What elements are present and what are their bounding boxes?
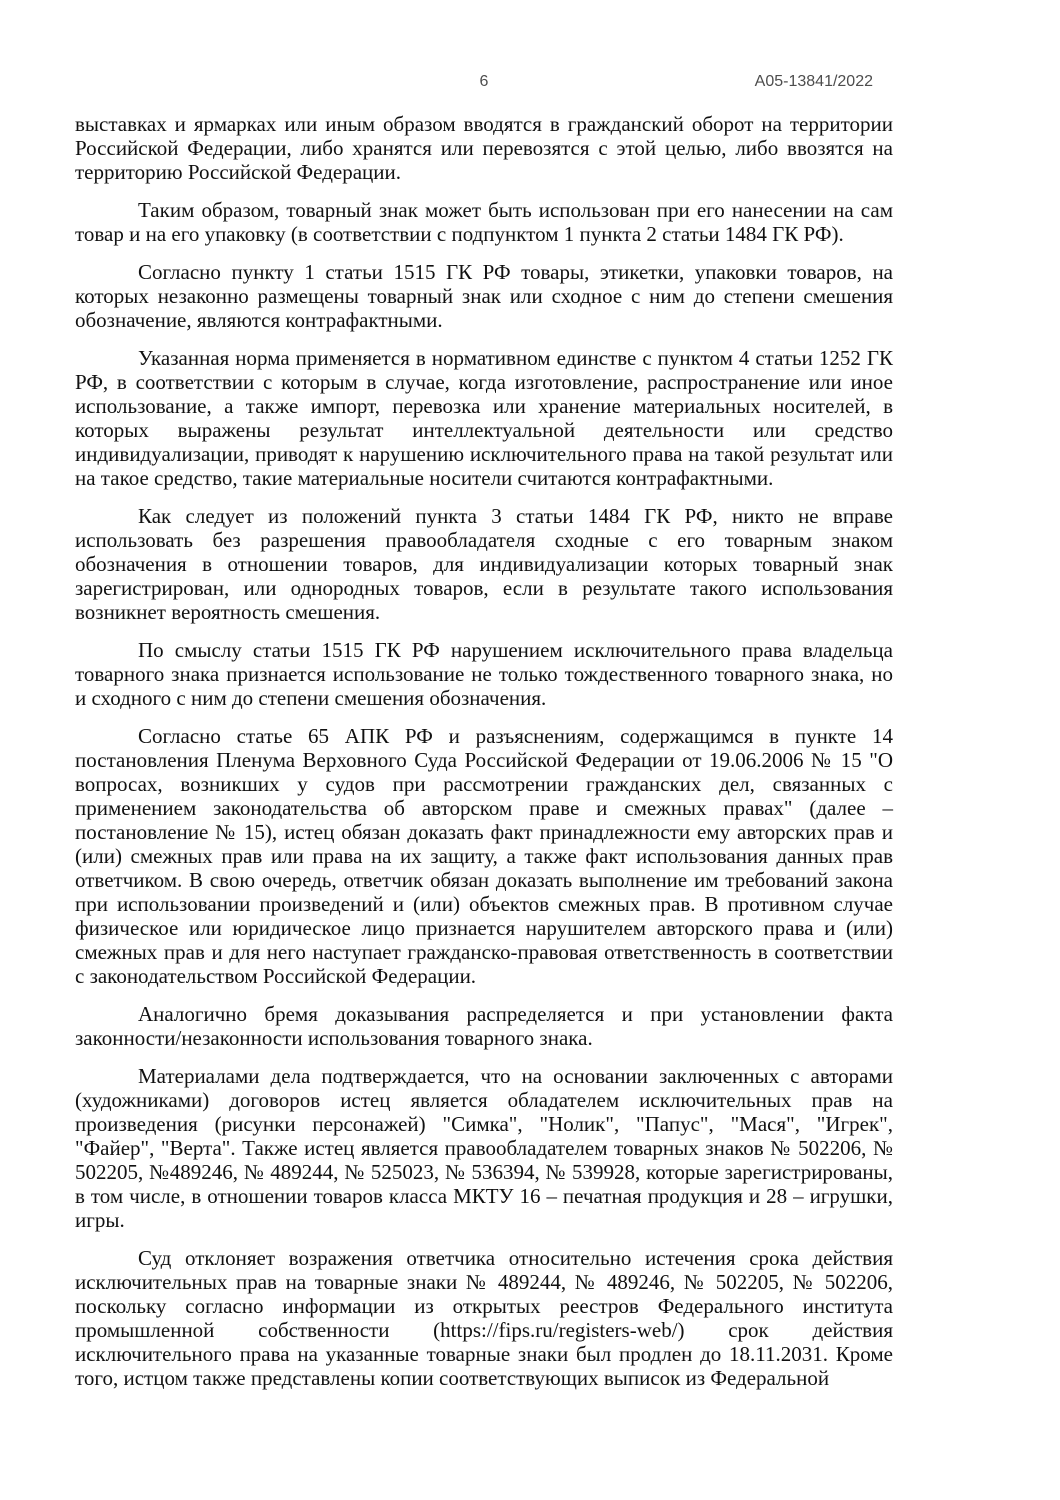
paragraph-4: Указанная норма применяется в нормативном единстве с пунктом 4 статьи 1252 ГК РФ, в соответствии с которым в случае, когда изготовление, распространение или иное использование, а также импорт, перевозка или хранение материальных носителей, в которых выражены результат интеллектуальной деятельности или средство индивидуализации, приводят к нарушению исключительного права на такой результат или на такое средство, такие материальные носители считаются контрафактными. [75, 346, 893, 490]
paragraph-5: Как следует из положений пункта 3 статьи 1484 ГК РФ, никто не вправе использовать без разрешения правообладателя сходные с его товарным знаком обозначения в отношении товаров, для индивидуализации которых товарный знак зарегистрирован, или однородных товаров, если в результате такого использования возникнет вероятность смешения. [75, 504, 893, 624]
paragraph-7: Согласно статье 65 АПК РФ и разъяснениям, содержащимся в пункте 14 постановления Пленума Верховного Суда Российской Федерации от 19.06.2006 № 15 "О вопросах, возникших у судов при рассмотрении гражданских дел, связанных с применением законодательства об авторском праве и смежных правах" (далее – постановление № 15), истец обязан доказать факт принадлежности ему авторских прав и (или) смежных прав или права на их защиту, а также факт использования данных прав ответчиком. В свою очередь, ответчик обязан доказать выполнение им требований закона при использовании произведений и (или) объектов смежных прав. В противном случае физическое или юридическое лицо признается нарушителем авторского права и (или) смежных прав и для него наступает гражданско-правовая ответственность в соответствии с законодательством Российской Федерации. [75, 724, 893, 988]
paragraph-9: Материалами дела подтверждается, что на основании заключенных с авторами (художниками) договоров истец является обладателем исключительных прав на произведения (рисунки персонажей) "Симка", "Нолик", "Папус", "Мася", "Игрек", "Файер", "Верта". Также истец является правообладателем товарных знаков № 502206, № 502205, №489246, № 489244, № 525023, № 536394, № 539928, которые зарегистрированы, в том числе, в отношении товаров класса МКТУ 16 – печатная продукция и 28 – игрушки, игры. [75, 1064, 893, 1232]
paragraph-3: Согласно пункту 1 статьи 1515 ГК РФ товары, этикетки, упаковки товаров, на которых незаконно размещены товарный знак или сходное с ним до степени смешения обозначение, являются контрафактными. [75, 260, 893, 332]
paragraph-6: По смыслу статьи 1515 ГК РФ нарушением исключительного права владельца товарного знака признается использование не только тождественного товарного знака, но и сходного с ним до степени смешения обозначения. [75, 638, 893, 710]
paragraph-8: Аналогично бремя доказывания распределяется и при установлении факта законности/незаконности использования товарного знака. [75, 1002, 893, 1050]
paragraph-2: Таким образом, товарный знак может быть использован при его нанесении на сам товар и на его упаковку (в соответствии с подпунктом 1 пункта 2 статьи 1484 ГК РФ). [75, 198, 893, 246]
page-header [75, 72, 893, 92]
case-number: А05-13841/2022 [754, 73, 873, 90]
paragraph-10: Суд отклоняет возражения ответчика относительно истечения срока действия исключительных прав на товарные знаки № 489244, № 489246, № 502205, № 502206, поскольку согласно информации из открытых реестров Федерального института промышленной собственности (https://fips.ru/registers-web/) срок действия исключительного права на указанные товарные знаки был продлен до 18.11.2031. Кроме того, истцом также представлены копии соответствующих выписок из Федеральной [75, 1246, 893, 1390]
document-body [75, 112, 893, 1390]
page-number: 6 [479, 73, 489, 90]
paragraph-1: выставках и ярмарках или иным образом вводятся в гражданский оборот на территории Российской Федерации, либо хранятся или перевозятся с этой целью, либо ввозятся на территорию Российской Федерации. [75, 112, 893, 184]
